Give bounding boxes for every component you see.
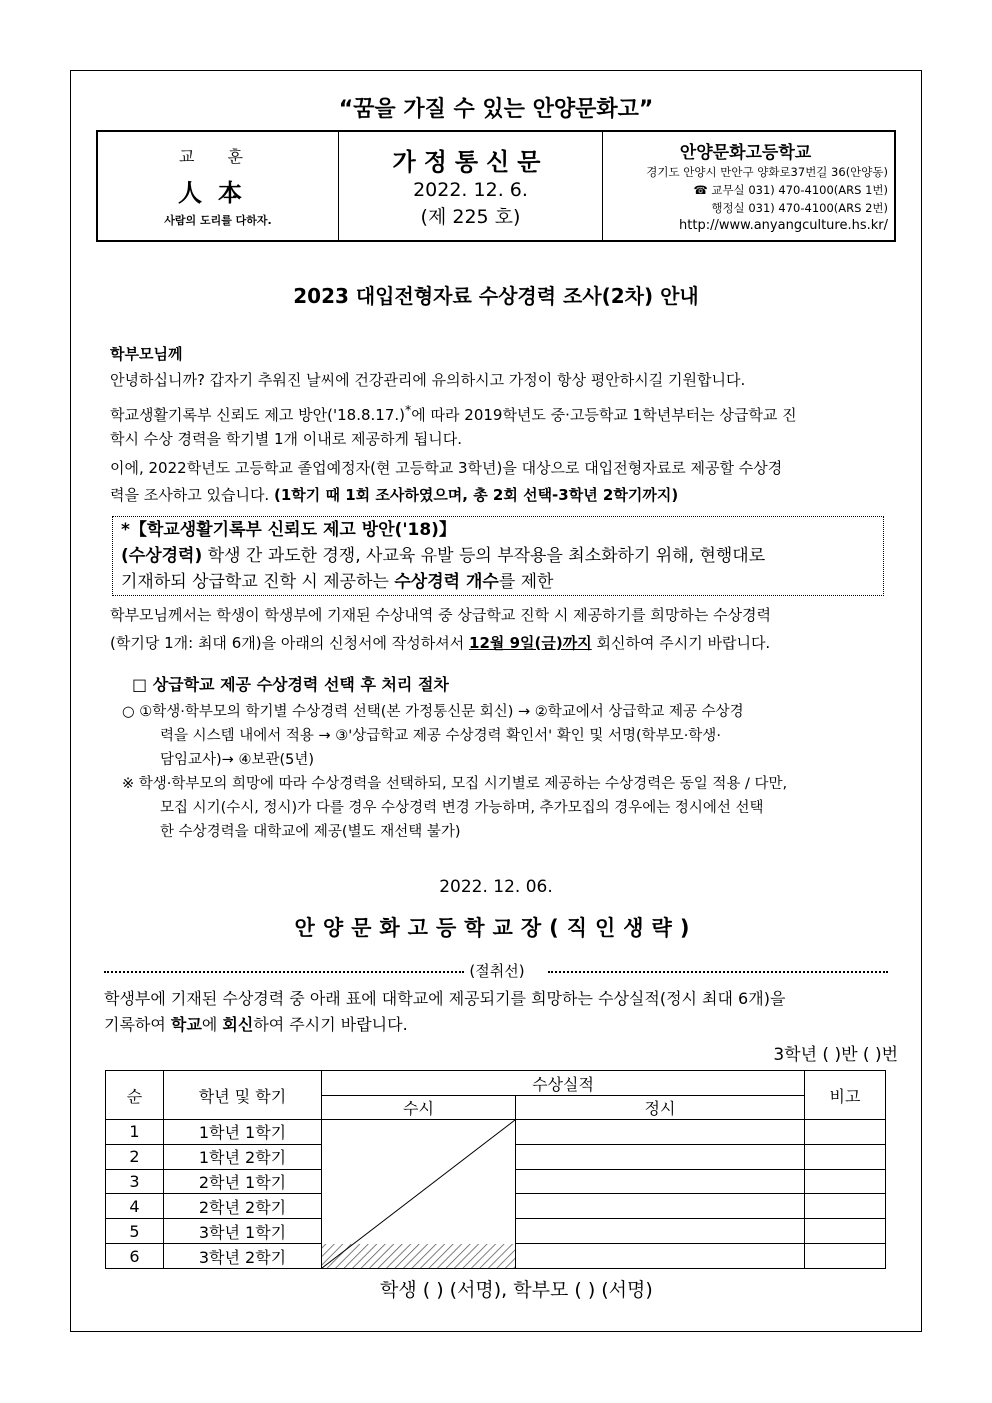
cut-label: (절취선) (469, 962, 525, 980)
kyohun-label: 교 훈 (179, 147, 257, 166)
school-phone-2: 행정실 031) 470-4100(ARS 2번) (711, 201, 888, 215)
row-term: 3학년 1학기 (164, 1219, 322, 1244)
newsletter-title: 가정통신문 (392, 148, 549, 176)
reply-line-2: 기록하여 학교에 회신하여 주시기 바랍니다. (104, 1015, 408, 1034)
header-award: 수상실적 (322, 1071, 805, 1096)
reform-note-box (112, 516, 884, 596)
row-term: 1학년 1학기 (164, 1120, 322, 1145)
header-no: 순 (106, 1071, 164, 1120)
note-cell[interactable] (805, 1219, 886, 1244)
school-name: 안양문화고등학교 (679, 143, 812, 163)
reform-note-line-1: (수상경력) 학생 간 과도한 경쟁, 사교육 유발 등의 부작용을 최소화하기 위해, 현행대로 (121, 546, 766, 566)
newsletter-date: 2022. 12. 6. (413, 179, 528, 201)
newsletter-issue: (제 225 호) (420, 206, 521, 228)
susi-column-crossed (322, 1120, 516, 1269)
school-info-cell (603, 132, 894, 240)
body-line-1: 안녕하십니까? 갑자기 추워진 날씨에 건강관리에 유의하시고 가정이 항상 평안하시길 기원합니다. (110, 371, 746, 389)
row-term: 1학년 2학기 (164, 1144, 322, 1169)
reply-instruction (104, 986, 904, 1038)
body-line-2: 학교생활기록부 신뢰도 제고 방안('18.8.17.)*에 따라 2019학년도 중·고등학교 1학년부터는 상급학교 진 (110, 402, 797, 424)
jeongsi-cell[interactable] (516, 1169, 805, 1194)
procedure-heading: □ 상급학교 제공 수상경력 선택 후 처리 절차 (132, 675, 449, 694)
remark-line-3: 한 수상경력을 대학교에 제공(별도 재선택 불가) (160, 824, 461, 840)
kyohun-text: 人本 (178, 179, 258, 207)
newsletter-cell (339, 132, 603, 240)
class-number-field[interactable]: 3학년 ( )반 ( )번 (773, 1045, 898, 1065)
jeongsi-cell[interactable] (516, 1194, 805, 1219)
table-row (106, 1120, 886, 1145)
row-no: 6 (106, 1244, 164, 1269)
procedure-line-1: ○ ①학생·학부모의 학기별 수상경력 선택(본 가정통신문 회신) → ②학교에서 상급학교 제공 수상경 (122, 704, 744, 720)
jeongsi-cell[interactable] (516, 1244, 805, 1269)
jeongsi-cell[interactable] (516, 1144, 805, 1169)
header-jeongsi: 정시 (516, 1096, 805, 1120)
greeting: 학부모님께 (110, 345, 183, 363)
school-motto: “꿈을 가질 수 있는 안양문화고” (338, 97, 654, 122)
signature-line[interactable]: 학생 ( ) (서명), 학부모 ( ) (서명) (380, 1279, 653, 1301)
note-cell[interactable] (805, 1244, 886, 1269)
school-address: 경기도 안양시 만안구 양화로37번길 36(안양동) (646, 165, 888, 179)
row-no: 3 (106, 1169, 164, 1194)
row-no: 5 (106, 1219, 164, 1244)
request-line-1: 학부모님께서는 학생이 학생부에 기재된 수상내역 중 상급학교 진학 시 제공하기를 희망하는 수상경력 (110, 606, 772, 624)
row-no: 2 (106, 1144, 164, 1169)
header-susi: 수시 (322, 1096, 516, 1120)
body-line-4: 이에, 2022학년도 고등학교 졸업예정자(현 고등학교 3학년)을 대상으로 대입전형자료로 제공할 수상경 (110, 459, 783, 477)
award-table (105, 1070, 886, 1269)
row-term: 3학년 2학기 (164, 1244, 322, 1269)
header-term: 학년 및 학기 (164, 1071, 322, 1120)
body-line-3: 학시 수상 경력을 학기별 1개 이내로 제공하게 됩니다. (110, 430, 462, 448)
newsletter-header (96, 130, 896, 242)
procedure-line-2: 력을 시스템 내에서 적용 → ③'상급학교 제공 수상경력 확인서' 확인 및 서명(학부모·학생· (160, 728, 721, 744)
kyohun-subtitle: 사람의 도리를 다하자. (164, 214, 272, 227)
row-term: 2학년 2학기 (164, 1194, 322, 1219)
jeongsi-cell[interactable] (516, 1219, 805, 1244)
row-no: 4 (106, 1194, 164, 1219)
row-no: 1 (106, 1120, 164, 1145)
jeongsi-cell[interactable] (516, 1120, 805, 1145)
school-url[interactable]: http://www.anyangculture.hs.kr/ (679, 218, 888, 233)
diagonal-strike (322, 1120, 515, 1268)
remark-line-2: 모집 시기(수시, 정시)가 다를 경우 수상경력 변경 가능하며, 추가모집의 경우에는 정시에선 선택 (160, 800, 764, 816)
note-cell[interactable] (805, 1194, 886, 1219)
procedure-line-3: 담임교사)→ ④보관(5년) (160, 752, 315, 768)
document-title: 2023 대입전형자료 수상경력 조사(2차) 안내 (293, 284, 699, 308)
reform-note-line-2: 기재하되 상급학교 진학 시 제공하는 수상경력 개수를 제한 (121, 572, 554, 592)
body-line-5: 력을 조사하고 있습니다. (1학기 때 1회 조사하였으며, 총 2회 선택-3학년 2학기까지) (110, 486, 679, 504)
note-cell[interactable] (805, 1144, 886, 1169)
header-note: 비고 (805, 1071, 886, 1120)
hatched-cell (322, 1244, 515, 1268)
remark-line-1: ※ 학생·학부모의 희망에 따라 수상경력을 선택하되, 모집 시기별로 제공하는 수상경력은 동일 적용 / 다만, (122, 776, 788, 792)
request-line-2: (학기당 1개: 최대 6개)을 아래의 신청서에 작성하셔서 12월 9일(금)까지 회신하여 주시기 바랍니다. (110, 634, 771, 652)
reply-line-1: 학생부에 기재된 수상경력 중 아래 표에 대학교에 제공되기를 희망하는 수상실적(정시 최대 6개)을 (104, 989, 786, 1008)
note-cell[interactable] (805, 1169, 886, 1194)
reform-note-title: *【학교생활기록부 신뢰도 제고 방안('18)】 (121, 520, 456, 540)
school-phone-1: ☎ 교무실 031) 470-4100(ARS 1번) (693, 183, 888, 197)
row-term: 2학년 1학기 (164, 1169, 322, 1194)
motto-cell (98, 132, 339, 240)
principal-signature: 안양문화고등학교장(직인생략) (294, 916, 698, 940)
note-cell[interactable] (805, 1120, 886, 1145)
issue-date: 2022. 12. 06. (439, 877, 553, 897)
